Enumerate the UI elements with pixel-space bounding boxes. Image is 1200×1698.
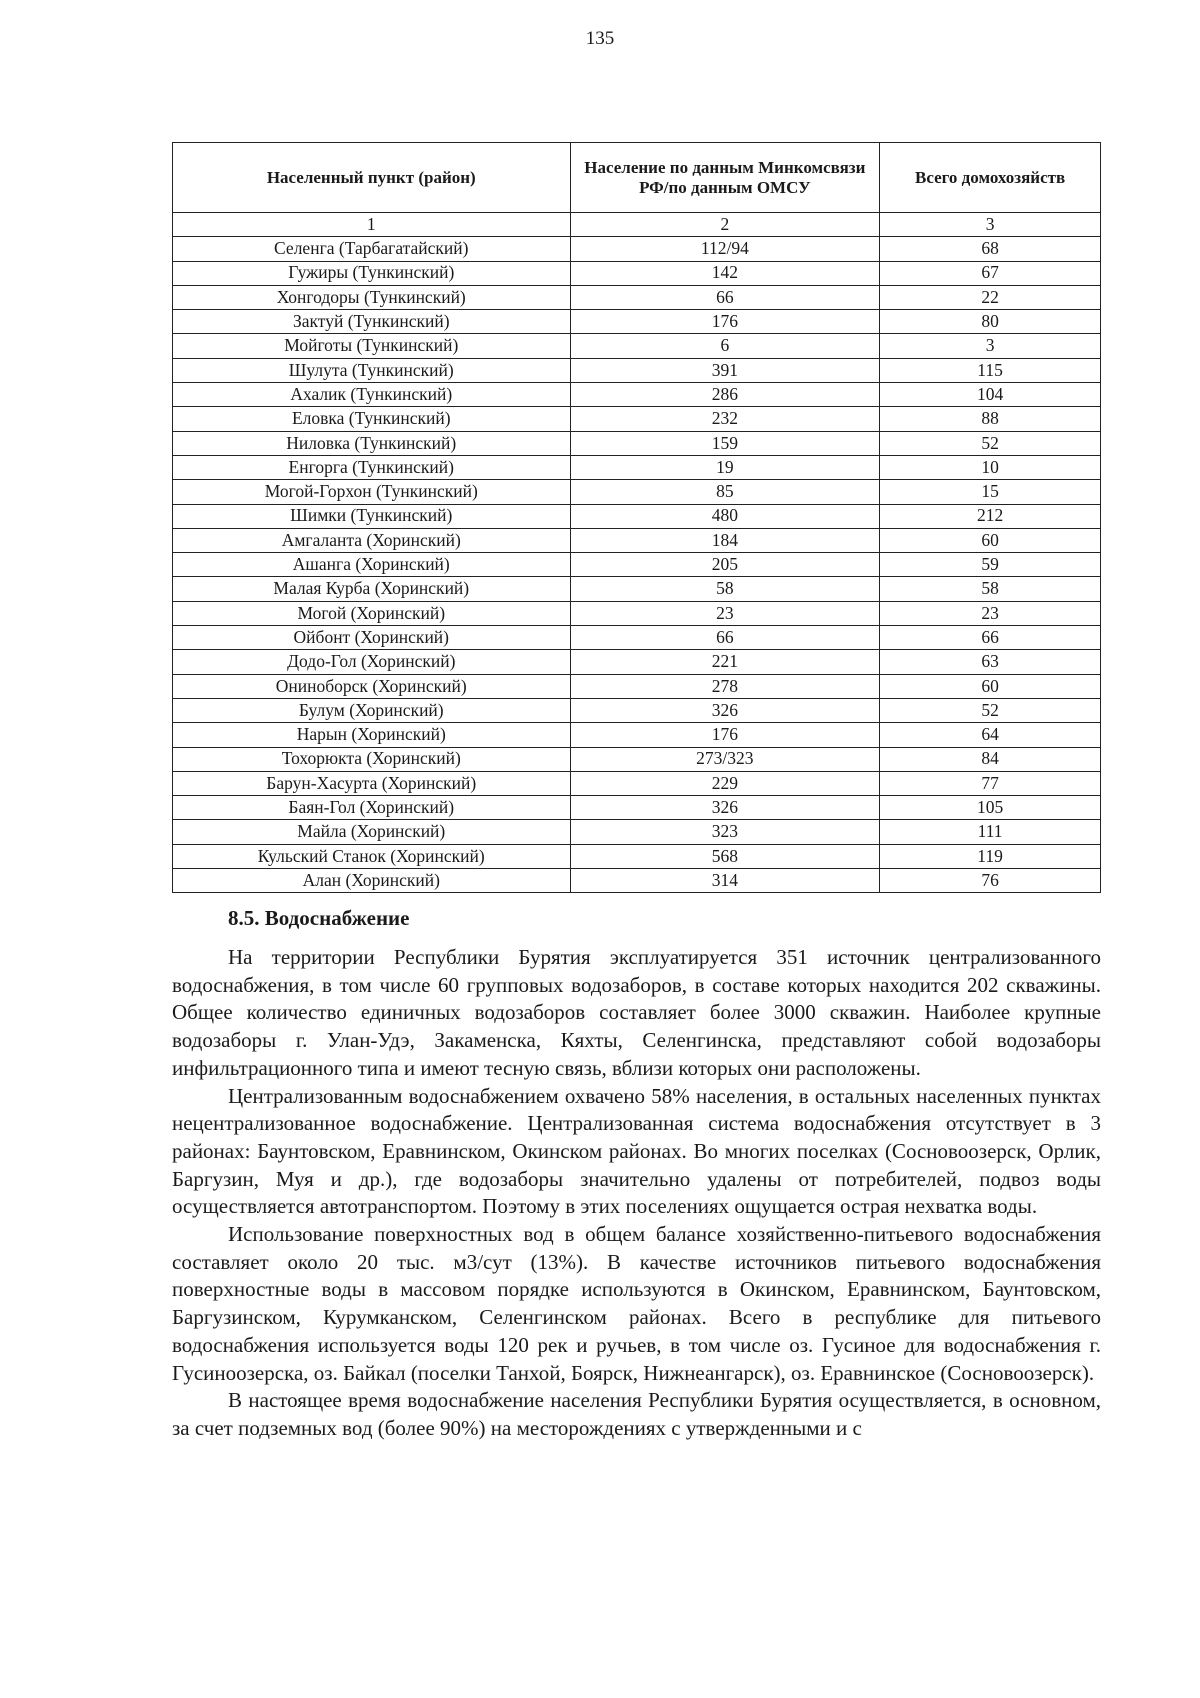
header-households: Всего домохозяйств [880,143,1101,213]
cell-settlement: Барун-Хасурта (Хоринский) [173,771,571,795]
cell-settlement: Шулута (Тункинский) [173,358,571,382]
table-header-row [173,143,1101,213]
cell-settlement: Хонгодоры (Тункинский) [173,285,571,309]
cell-settlement: Могой-Горхон (Тункинский) [173,480,571,504]
cell-population: 568 [570,844,880,868]
cell-households: 115 [880,358,1101,382]
cell-population: 6 [570,334,880,358]
table-row [173,698,1101,722]
cell-settlement: Майла (Хоринский) [173,820,571,844]
table-row [173,528,1101,552]
cell-settlement: Кульский Станок (Хоринский) [173,844,571,868]
cell-households: 105 [880,796,1101,820]
cell-population: 326 [570,698,880,722]
table-row [173,844,1101,868]
table-row [173,650,1101,674]
body-text [172,944,1101,1443]
cell-population: 142 [570,261,880,285]
section-title: 8.5. Водоснабжение [228,906,410,930]
cell-settlement: Амгаланта (Хоринский) [173,528,571,552]
cell-households: 88 [880,407,1101,431]
table-row [173,723,1101,747]
cell-population: 278 [570,674,880,698]
cell-households: 67 [880,261,1101,285]
table-row [173,553,1101,577]
cell-households: 63 [880,650,1101,674]
table-row [173,480,1101,504]
table-row [173,383,1101,407]
column-number: 2 [570,213,880,237]
cell-settlement: Нарын (Хоринский) [173,723,571,747]
table-row [173,796,1101,820]
cell-settlement: Енгорга (Тункинский) [173,455,571,479]
table-row [173,310,1101,334]
cell-settlement: Ойбонт (Хоринский) [173,626,571,650]
table-row [173,237,1101,261]
paragraph: В настоящее время водоснабжение населения Республики Бурятия осуществляется, в основном, за счет подземных вод (более 90%) на месторождениях с утвержденными и с [172,1388,1101,1440]
cell-population: 323 [570,820,880,844]
cell-households: 15 [880,480,1101,504]
cell-population: 176 [570,723,880,747]
cell-settlement: Ахалик (Тункинский) [173,383,571,407]
table-row [173,626,1101,650]
cell-households: 64 [880,723,1101,747]
cell-population: 184 [570,528,880,552]
cell-households: 52 [880,698,1101,722]
cell-households: 80 [880,310,1101,334]
cell-households: 22 [880,285,1101,309]
table-row [173,771,1101,795]
table-row [173,285,1101,309]
cell-population: 23 [570,601,880,625]
cell-households: 60 [880,674,1101,698]
table-body [173,237,1101,893]
cell-households: 66 [880,626,1101,650]
paragraph: На территории Республики Бурятия эксплуатируется 351 источник централизованного водоснабжения, в том числе 60 групповых водозаборов, в составе которых находится 202 скважины. Общее количество единичных водозаборов составляет более 3000 скважин. Наиболее крупные водозаборы г. Улан-Удэ, Закаменска, Кяхты, Селенгинска, представляют собой водозаборы инфильтрационного типа и имеют тесную связь, вблизи которых они расположены. [172,945,1101,1080]
cell-population: 391 [570,358,880,382]
cell-settlement: Алан (Хоринский) [173,869,571,893]
cell-settlement: Зактуй (Тункинский) [173,310,571,334]
cell-population: 286 [570,383,880,407]
cell-households: 84 [880,747,1101,771]
cell-population: 66 [570,626,880,650]
table-row [173,334,1101,358]
cell-population: 273/323 [570,747,880,771]
column-number-row [173,213,1101,237]
cell-households: 104 [880,383,1101,407]
cell-population: 66 [570,285,880,309]
cell-households: 52 [880,431,1101,455]
cell-population: 480 [570,504,880,528]
cell-population: 112/94 [570,237,880,261]
table-row [173,820,1101,844]
table-row [173,601,1101,625]
page-number: 135 [585,28,615,49]
cell-settlement: Гужиры (Тункинский) [173,261,571,285]
population-table [172,142,1101,893]
cell-population: 229 [570,771,880,795]
cell-settlement: Мойготы (Тункинский) [173,334,571,358]
cell-households: 111 [880,820,1101,844]
cell-population: 205 [570,553,880,577]
cell-population: 314 [570,869,880,893]
cell-settlement: Ниловка (Тункинский) [173,431,571,455]
table-row [173,358,1101,382]
header-settlement: Населенный пункт (район) [173,143,571,213]
cell-households: 60 [880,528,1101,552]
cell-settlement: Ашанга (Хоринский) [173,553,571,577]
column-number: 1 [173,213,571,237]
cell-population: 159 [570,431,880,455]
table-row [173,577,1101,601]
table-row [173,747,1101,771]
cell-settlement: Малая Курба (Хоринский) [173,577,571,601]
cell-households: 10 [880,455,1101,479]
cell-population: 58 [570,577,880,601]
cell-population: 85 [570,480,880,504]
table-row [173,455,1101,479]
table-row [173,674,1101,698]
cell-population: 19 [570,455,880,479]
column-number: 3 [880,213,1101,237]
cell-population: 176 [570,310,880,334]
header-population: Население по данным Минкомсвязи РФ/по данным ОМСУ [570,143,880,213]
cell-settlement: Баян-Гол (Хоринский) [173,796,571,820]
cell-households: 212 [880,504,1101,528]
cell-settlement: Селенга (Тарбагатайский) [173,237,571,261]
cell-households: 59 [880,553,1101,577]
cell-population: 232 [570,407,880,431]
cell-households: 3 [880,334,1101,358]
cell-households: 23 [880,601,1101,625]
table-row [173,431,1101,455]
paragraph: Централизованным водоснабжением охвачено 58% населения, в остальных населенных пунктах нецентрализованное водоснабжение. Централизованная система водоснабжения отсутствует в 3 районах: Баунтовском, Еравнинском, Окинском районах. Во многих поселках (Сосновоозерск, Орлик, Баргузин, Муя и др.), где водозаборы значительно удалены от потребителей, подвоз воды осуществляется автотранспортом. Поэтому в этих поселениях ощущается острая нехватка воды. [172,1083,1101,1219]
cell-households: 68 [880,237,1101,261]
cell-settlement: Шимки (Тункинский) [173,504,571,528]
table-row [173,407,1101,431]
cell-households: 76 [880,869,1101,893]
table-row [173,504,1101,528]
cell-settlement: Додо-Гол (Хоринский) [173,650,571,674]
cell-households: 119 [880,844,1101,868]
cell-settlement: Онинoборск (Хоринский) [173,674,571,698]
cell-settlement: Булум (Хоринский) [173,698,571,722]
table-row [173,869,1101,893]
cell-population: 326 [570,796,880,820]
cell-households: 58 [880,577,1101,601]
cell-households: 77 [880,771,1101,795]
cell-settlement: Тохорюкта (Хоринский) [173,747,571,771]
paragraph: Использование поверхностных вод в общем балансе хозяйственно-питьевого водоснабжения составляет около 20 тыс. м3/сут (13%). В качестве источников питьевого водоснабжения поверхностные воды в массовом порядке используются в Окинском, Еравнинском, Баунтовском, Баргузинском, Курумканском, Селенгинском районах. Всего в республике для питьевого водоснабжения используется воды 120 рек и ручьев, в том числе оз. Гусиное для водоснабжения г. Гусиноозерска, оз. Байкал (поселки Танхой, Боярск, Нижнеангарск), оз. Еравнинское (Сосновоозерск). [172,1222,1101,1385]
table-row [173,261,1101,285]
cell-settlement: Еловка (Тункинский) [173,407,571,431]
cell-settlement: Могой (Хоринский) [173,601,571,625]
cell-population: 221 [570,650,880,674]
